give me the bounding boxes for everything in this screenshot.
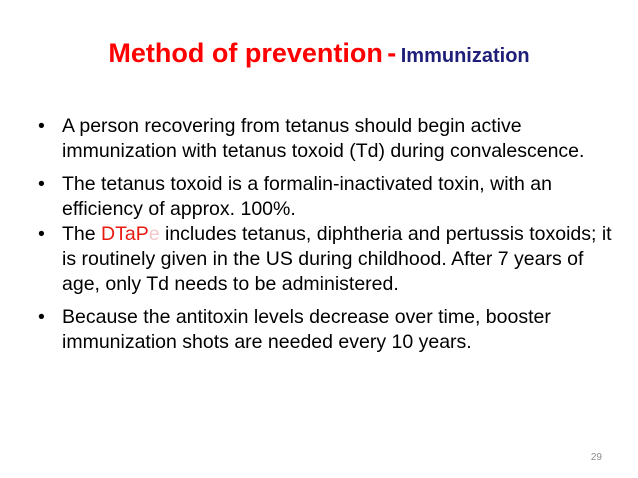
slide-title [0, 38, 638, 69]
bullet-item [36, 222, 616, 297]
bullet-item [36, 114, 616, 164]
page-number: 29 [590, 452, 602, 463]
bullet-item [36, 305, 616, 355]
dtap-highlight: DTaP [101, 223, 149, 245]
title-separator: - [387, 38, 397, 68]
bullet-text: The tetanus toxoid is a formalin-inactivated toxin, with an efficiency of approx. 100%. [62, 173, 552, 220]
bullet-text: A person recovering from tetanus should begin active immunization with tetanus toxoid (Td) during convalescence. [62, 115, 585, 162]
bullet-text-pre: The [62, 223, 96, 245]
bullet-list [36, 114, 616, 363]
title-main: Method of prevention [108, 38, 383, 68]
dtap-faded-letter: e [148, 223, 160, 245]
bullet-text: Because the antitoxin levels decrease over time, booster immunization shots are needed every 10 years. [62, 306, 551, 353]
bullet-text-post: includes tetanus, diphtheria and pertussis toxoids; it is routinely given in the US during childhood. After 7 years of age, only Td needs to be administered. [62, 223, 612, 295]
title-subtitle: Immunization [400, 45, 530, 67]
bullet-item [36, 172, 616, 222]
